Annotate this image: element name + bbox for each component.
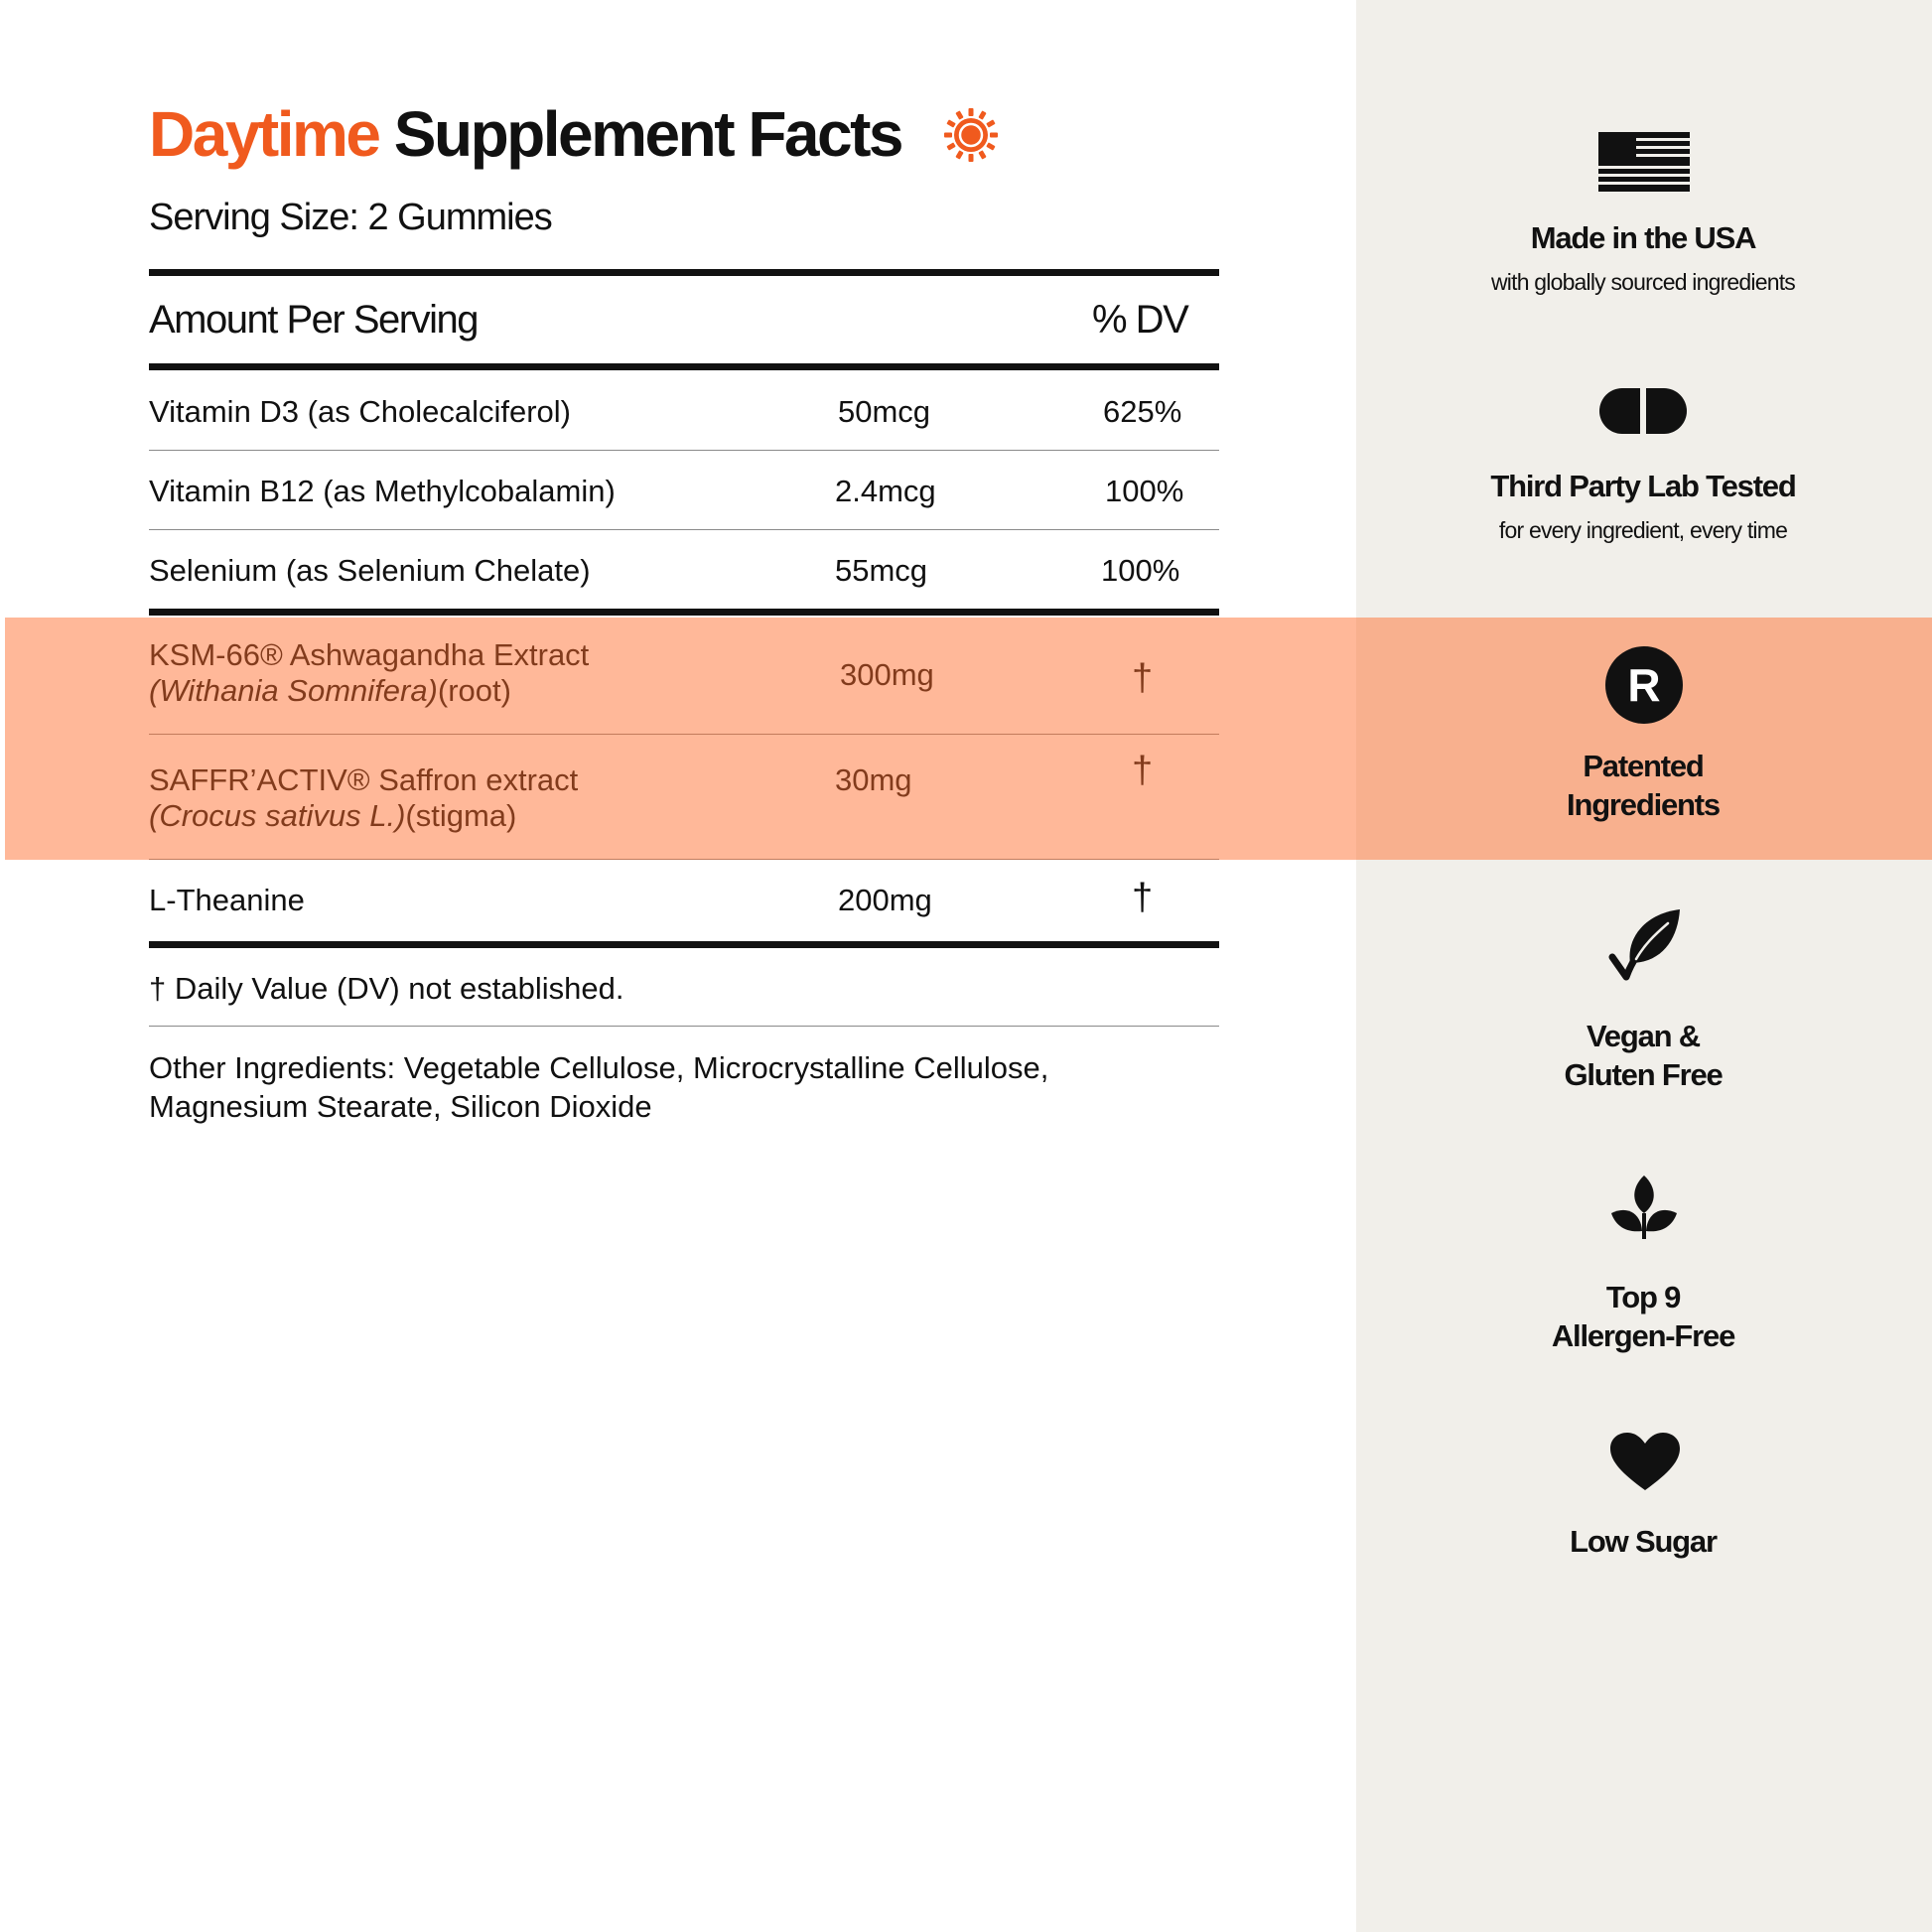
- header-rule: [149, 363, 1219, 370]
- section-rule: [149, 609, 1219, 616]
- feature-allergen-free: [1445, 1278, 1842, 1355]
- table-row-dv: †: [1132, 877, 1154, 918]
- footnote-rule: [149, 1026, 1219, 1027]
- table-row-name: Vitamin B12 (as Methylcobalamin): [149, 474, 616, 508]
- feature-made-in-usa: [1445, 218, 1842, 296]
- capsule-icon: [1599, 388, 1687, 434]
- table-top-rule: [149, 269, 1219, 276]
- table-row-amount: 55mcg: [835, 553, 928, 588]
- feature-lab-tested: [1445, 467, 1842, 544]
- table-row-amount: 300mg: [840, 657, 934, 692]
- table-row-dv: 100%: [1101, 553, 1180, 588]
- amount-per-serving-header: Amount Per Serving: [149, 298, 478, 342]
- dv-header: % DV: [1092, 298, 1188, 342]
- table-row-name: Selenium (as Selenium Chelate): [149, 553, 591, 588]
- feature-title: Made in the USA: [1530, 220, 1756, 255]
- feature-title-line2: Gluten Free: [1564, 1057, 1723, 1092]
- usa-flag-icon: [1598, 132, 1690, 192]
- latin-name: (Crocus sativus L.): [149, 798, 406, 833]
- feature-title-line1: Vegan &: [1587, 1019, 1700, 1053]
- sprout-icon: [1609, 1173, 1679, 1243]
- registered-icon: [1605, 646, 1683, 724]
- leaf-check-icon: [1606, 905, 1686, 985]
- feature-low-sugar: [1445, 1522, 1842, 1561]
- ingredient-name: KSM-66® Ashwagandha Extract: [149, 637, 590, 672]
- table-bottom-rule: [149, 941, 1219, 948]
- title-rest: Supplement Facts: [393, 98, 901, 170]
- feature-title-line2: Allergen-Free: [1551, 1318, 1735, 1353]
- other-ingredients: Other Ingredients: Vegetable Cellulose, Microcrystalline Cellulose, Magnesium Stearate, Silicon Dioxide: [149, 1050, 1049, 1124]
- feature-patented-ingredients: [1445, 747, 1842, 824]
- plant-part: (root): [437, 673, 511, 708]
- feature-title-line1: Top 9: [1605, 1280, 1681, 1314]
- row-divider: [149, 529, 1219, 530]
- plant-part: (stigma): [405, 798, 517, 833]
- feature-vegan-gluten-free: [1445, 1017, 1842, 1094]
- feature-subtitle: for every ingredient, every time: [1498, 517, 1788, 543]
- sun-icon: [943, 107, 999, 163]
- table-row-amount: 50mcg: [838, 394, 931, 429]
- table-row-name: L-Theanine: [149, 883, 305, 917]
- feature-title-line2: Ingredients: [1567, 787, 1720, 822]
- table-row-dv: 100%: [1105, 474, 1184, 508]
- page-title: [149, 97, 901, 171]
- feature-title: Third Party Lab Tested: [1490, 469, 1796, 503]
- table-row-amount: 2.4mcg: [835, 474, 936, 508]
- dv-footnote: † Daily Value (DV) not established.: [149, 971, 624, 1006]
- latin-name: (Withania Somnifera): [149, 673, 438, 708]
- heart-icon: [1610, 1433, 1680, 1492]
- serving-size: Serving Size: 2 Gummies: [149, 197, 552, 238]
- feature-title-line1: Patented: [1583, 749, 1704, 783]
- row-divider: [149, 450, 1219, 451]
- ingredient-name: SAFFR’ACTIV® Saffron extract: [149, 762, 579, 797]
- table-row-name: Vitamin D3 (as Cholecalciferol): [149, 394, 571, 429]
- feature-title: Low Sugar: [1570, 1524, 1717, 1559]
- table-row-amount: 30mg: [835, 762, 912, 797]
- table-row-dv: 625%: [1103, 394, 1182, 429]
- title-accent: Daytime: [149, 98, 379, 170]
- table-row-dv: †: [1132, 657, 1154, 699]
- table-row-amount: 200mg: [838, 883, 932, 917]
- registered-letter: R: [1627, 659, 1661, 711]
- feature-subtitle: with globally sourced ingredients: [1490, 269, 1795, 295]
- table-row-dv: †: [1132, 750, 1154, 791]
